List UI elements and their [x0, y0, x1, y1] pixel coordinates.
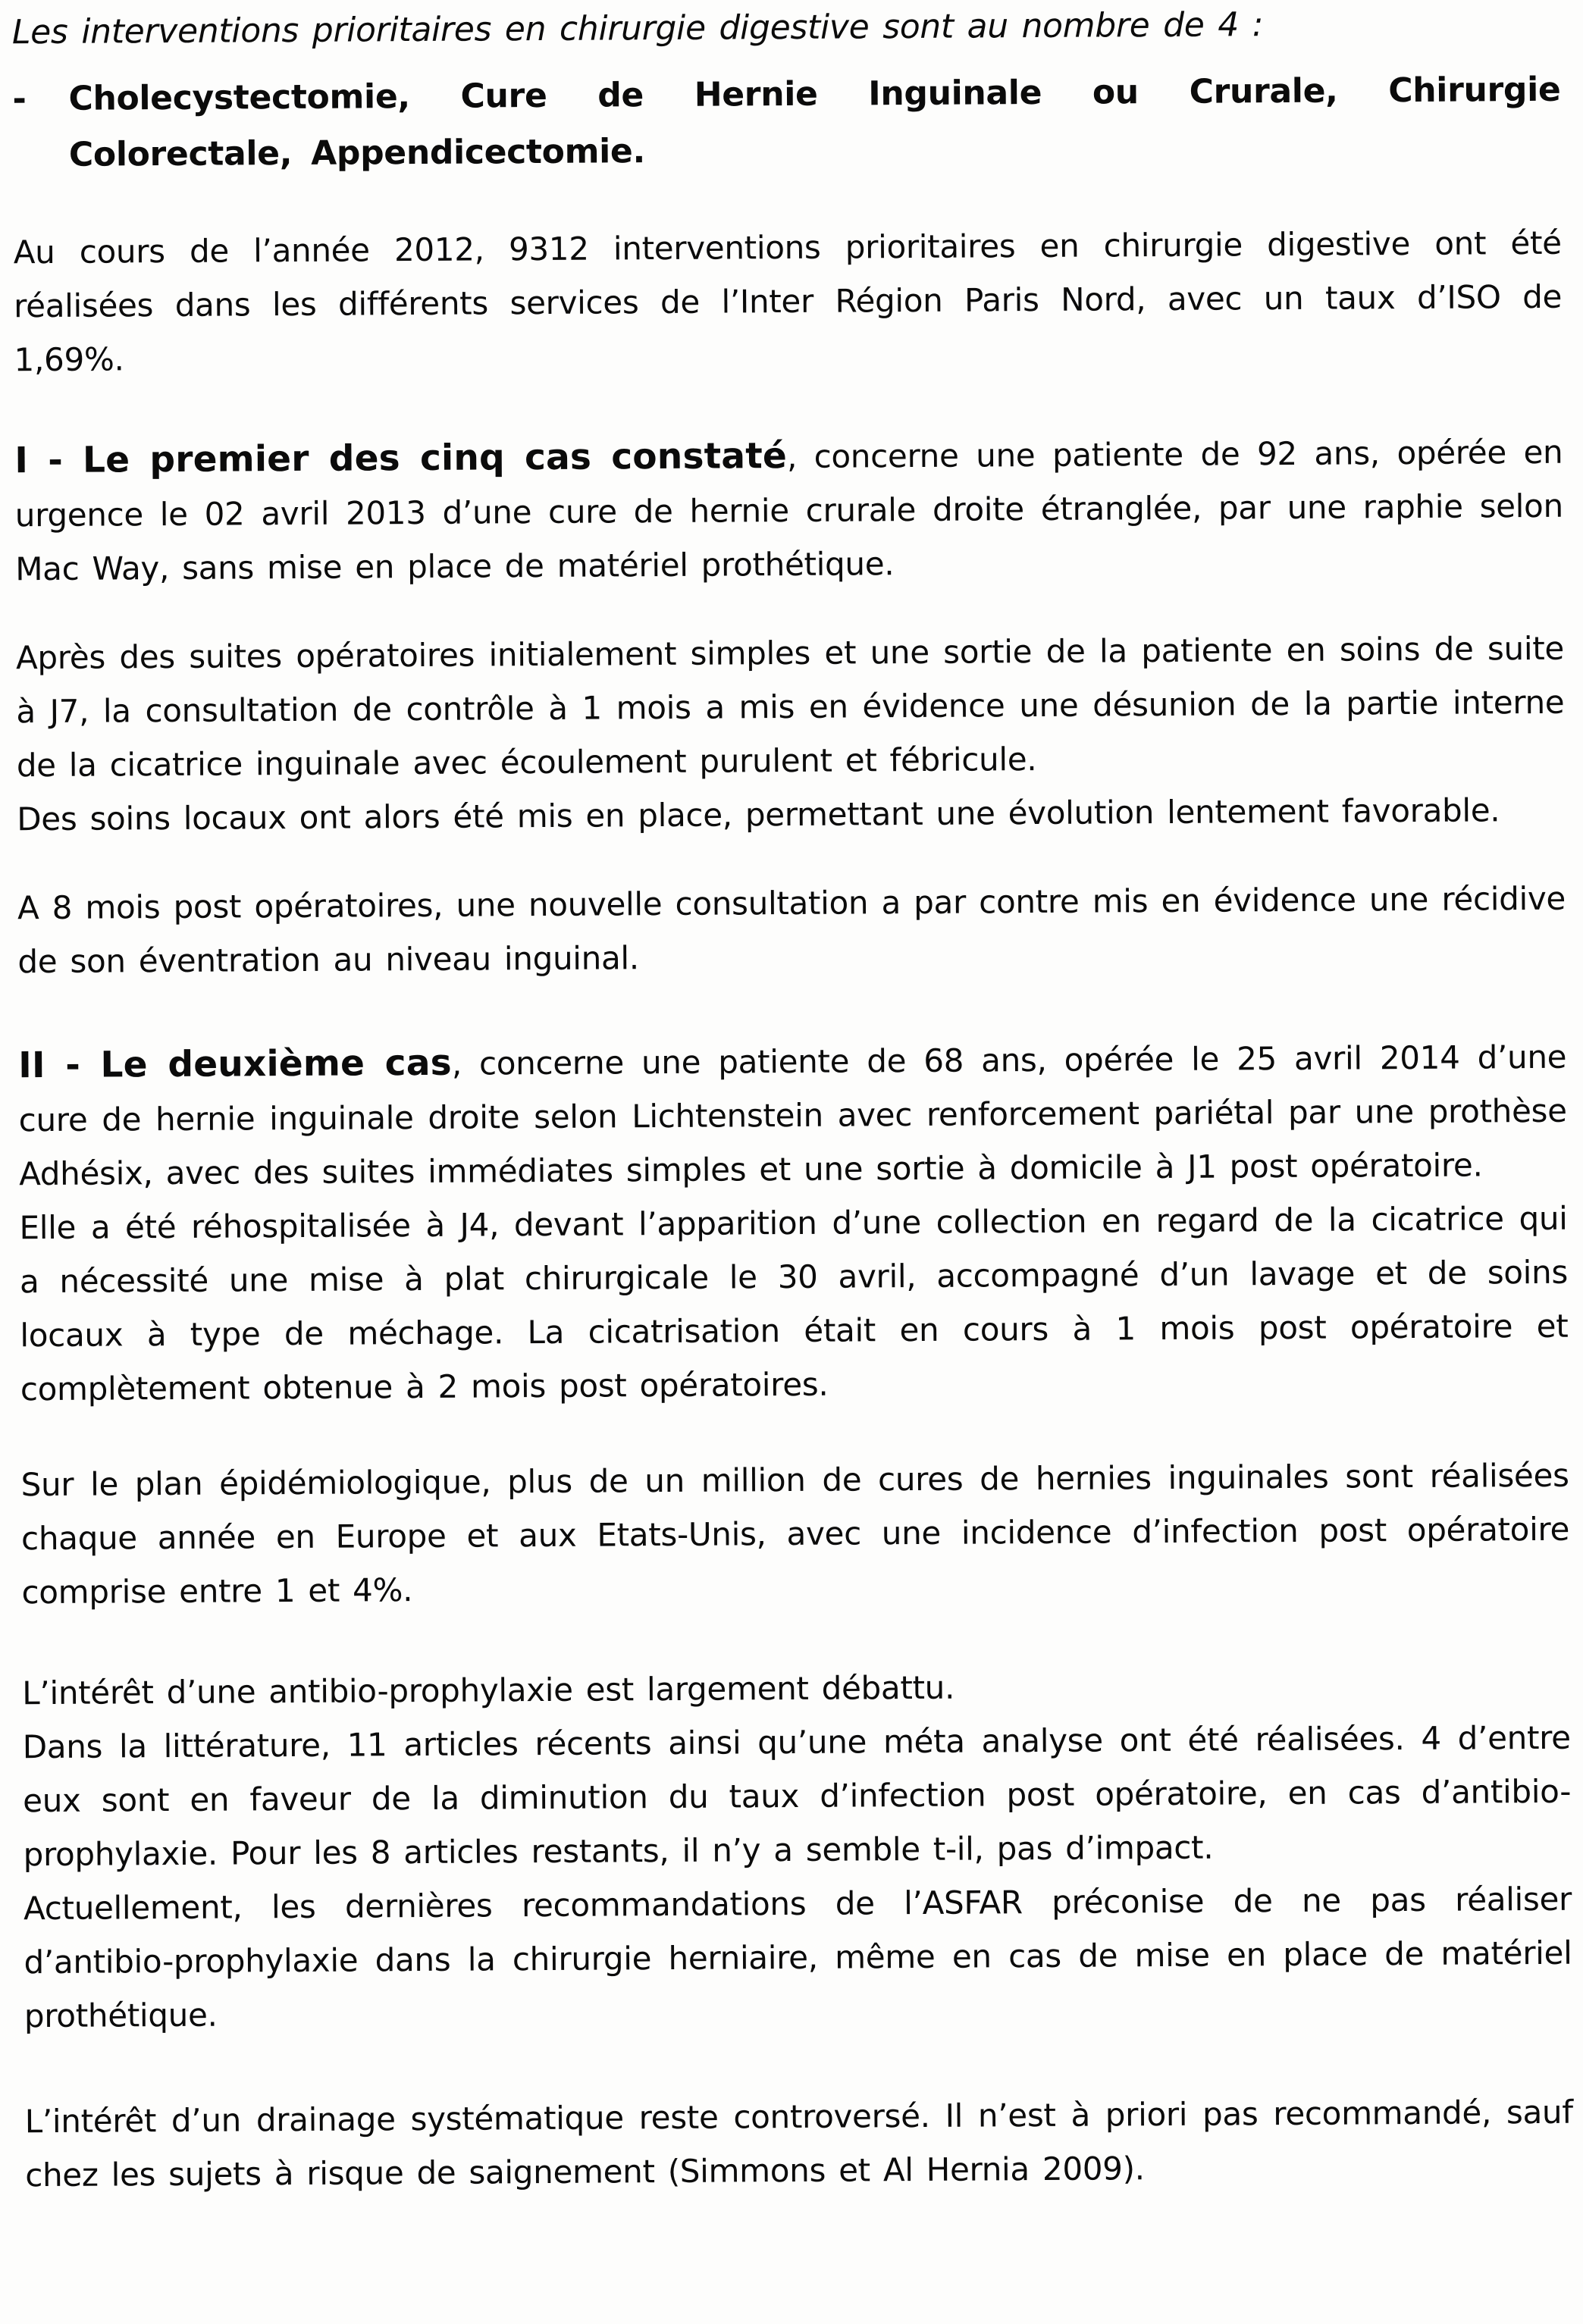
case2-paragraph [18, 1029, 1567, 1201]
case2-followup-paragraph: Elle a été réhospitalisée à J4, devant l’apparition d’une collection en regard de la cicatrice qui a nécessité une mise à plat chirurgicale le 30 avril, accompagné d’un lavage et de soins locaux à type de méchage. La cicatrisation était en cours à 1 mois post opératoire et complètement obtenue à 2 mois post opératoires. [19, 1199, 1569, 1408]
case2-body: , concerne une patiente de 68 ans, opérée le 25 avril 2014 d’une cure de hernie inguinale droite selon Lichtenstein avec renforcement pariétal par une prothèse Adhésix, avec des suites immédiates simples et une sortie à domicile à J1 post opératoire. [18, 1038, 1567, 1193]
antibio-literature-paragraph: Dans la littérature, 11 articles récents ainsi qu’une méta analyse ont été réalisées. 4 d’entre eux sont en faveur de la diminution du taux d’infection post opératoire, en cas d’antibio-prophylaxie. Pour les 8 articles restants, il n’y a semble t-il, pas d’impact. [22, 1718, 1572, 1874]
epidemiology-paragraph: Sur le plan épidémiologique, plus de un million de cures de hernies inguinales sont réalisées chaque année en Europe et aux Etats-Unis, avec une incidence d’infection post opératoire comprise entre 1 et 4%. [20, 1456, 1570, 1611]
paragraph-2012-statistics: Au cours de l’année 2012, 9312 interventions prioritaires en chirurgie digestive ont été réalisées dans les différents services de l’Inter Région Paris Nord, avec un taux d’ISO de 1,69%. [13, 224, 1563, 379]
bullet-text: Cholecystectomie, Cure de Hernie Inguinale ou Crurale, Chirurgie Colorectale, Appendicectomie. [68, 70, 1561, 174]
document-text-block [12, 0, 1574, 2202]
antibio-recommendations-paragraph: Actuellement, les dernières recommandations de l’ASFAR préconise de ne pas réaliser d’antibio-prophylaxie dans la chirurgie herniaire, même en cas de mise en place de matériel prothétique. [23, 1880, 1572, 2035]
case1-followup-group [16, 622, 1566, 846]
case2-heading: II - Le deuxième cas [18, 1041, 453, 1087]
case1-local-care-paragraph: Des soins locaux ont alors été mis en place, permettant une évolution lentement favorable. [17, 791, 1500, 838]
case1-recurrence-paragraph: A 8 mois post opératoires, une nouvelle consultation a par contre mis en évidence une récidive de son éventration au niveau inguinal. [17, 879, 1566, 981]
antibio-intro-line: L’intérêt d’une antibio-prophylaxie est largement débattu. [22, 1668, 955, 1712]
case1-followup-paragraph: Après des suites opératoires initialement simples et une sortie de la patiente en soins de suite à J7, la consultation de contrôle à 1 mois a mis en évidence une désunion de la partie interne de la cicatrice inguinale avec écoulement purulent et fébricule. [15, 629, 1565, 785]
priority-interventions-bullet [12, 62, 1561, 183]
bullet-dash: - [12, 80, 27, 119]
intro-line: Les interventions prioritaires en chirurgie digestive sont au nombre de 4 : [11, 5, 1264, 52]
case2-group [18, 1029, 1569, 1416]
antibio-prophylaxis-group [22, 1657, 1572, 2043]
drainage-paragraph: L’intérêt d’un drainage systématique reste controversé. Il n’est à priori pas recommandé, sauf chez les sujets à risque de saignement (Simmons et Al Hernia 2009). [24, 2093, 1573, 2194]
case1-heading: I - Le premier des cinq cas constaté [14, 435, 788, 482]
case1-body: , concerne une patiente de 92 ans, opérée en urgence le 02 avril 2013 d’une cure de hernie crurale droite étranglée, par une raphie selon Mac Way, sans mise en place de matériel prothétique. [14, 433, 1563, 588]
case1-paragraph [14, 424, 1563, 596]
